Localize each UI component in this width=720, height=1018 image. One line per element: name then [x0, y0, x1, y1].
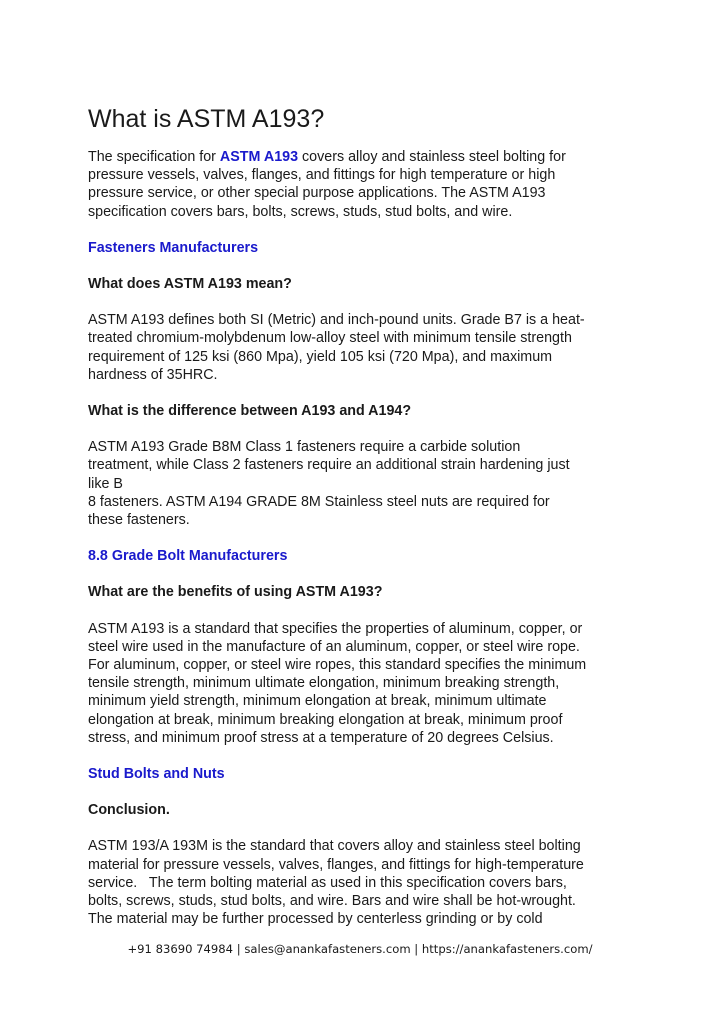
astm-a193-link[interactable]: ASTM A193	[219, 149, 299, 165]
answer-3-line: stress, and minimum proof stress at a temperature of 20 degrees Celsius.	[88, 729, 554, 746]
contact-footer: +91 83690 74984 | sales@anankafasteners.com | https://anankafasteners.com/	[127, 942, 593, 956]
page-title: What is ASTM A193?	[88, 105, 325, 133]
intro-line-3: pressure service, or other special purpose applications. The ASTM A193	[88, 185, 546, 202]
answer-3-line: For aluminum, copper, or steel wire ropes, this standard specifies the minimum	[88, 657, 587, 674]
answer-2-line: these fasteners.	[88, 512, 190, 529]
answer-1-line: requirement of 125 ksi (860 Mpa), yield 105 ksi (720 Mpa), and maximum	[88, 348, 553, 365]
answer-2-line: 8 fasteners. ASTM A194 GRADE 8M Stainless steel nuts are required for	[88, 493, 550, 510]
conclusion-heading: Conclusion.	[88, 802, 170, 819]
conclusion-line: service. The term bolting material as used in this specification covers bars,	[88, 874, 567, 891]
answer-paragraph-1	[88, 311, 648, 384]
fasteners-manufacturers-link[interactable]: Fasteners Manufacturers	[88, 239, 259, 256]
intro-line-1	[88, 148, 648, 166]
intro-line-4: specification covers bars, bolts, screws, studs, stud bolts, and wire.	[88, 203, 513, 220]
conclusion-line: material for pressure vessels, valves, flanges, and fittings for high-temperature	[88, 856, 584, 873]
document-page	[88, 104, 648, 947]
answer-2-line: like B	[88, 475, 123, 492]
intro-line-2: pressure vessels, valves, flanges, and fittings for high temperature or high	[88, 167, 556, 184]
intro-paragraph	[88, 148, 648, 221]
answer-paragraph-3	[88, 620, 648, 747]
answer-3-line: ASTM A193 is a standard that specifies the properties of aluminum, copper, or	[88, 620, 583, 637]
answer-3-line: steel wire used in the manufacture of an aluminum, copper, or steel wire rope.	[88, 638, 580, 655]
intro-text-start: The specification for	[88, 149, 220, 165]
conclusion-line: ASTM 193/A 193M is the standard that covers alloy and stainless steel bolting	[88, 838, 581, 855]
answer-paragraph-2	[88, 438, 648, 529]
stud-bolts-and-nuts-link[interactable]: Stud Bolts and Nuts	[88, 766, 225, 783]
question-heading-1: What does ASTM A193 mean?	[88, 276, 292, 293]
answer-3-line: tensile strength, minimum ultimate elongation, minimum breaking strength,	[88, 675, 560, 692]
answer-1-line: hardness of 35HRC.	[88, 366, 218, 383]
conclusion-line: bolts, screws, studs, stud bolts, and wire. Bars and wire shall be hot-wrought.	[88, 893, 576, 910]
conclusion-line: The material may be further processed by centerless grinding or by cold	[88, 911, 543, 928]
answer-1-line: ASTM A193 defines both SI (Metric) and inch-pound units. Grade B7 is a heat-	[88, 312, 585, 329]
answer-3-line: minimum yield strength, minimum elongation at break, minimum ultimate	[88, 693, 547, 710]
question-heading-2: What is the difference between A193 and A194?	[88, 403, 412, 420]
answer-2-line: ASTM A193 Grade B8M Class 1 fasteners require a carbide solution	[88, 439, 521, 456]
answer-1-line: treated chromium-molybdenum low-alloy steel with minimum tensile strength	[88, 330, 572, 347]
intro-text-rest: covers alloy and stainless steel bolting for	[298, 149, 566, 165]
grade-bolt-manufacturers-link[interactable]: 8.8 Grade Bolt Manufacturers	[88, 548, 288, 565]
question-heading-3: What are the benefits of using ASTM A193?	[88, 584, 383, 601]
answer-3-line: elongation at break, minimum breaking elongation at break, minimum proof	[88, 711, 563, 728]
answer-2-line: treatment, while Class 2 fasteners require an additional strain hardening just	[88, 457, 570, 474]
conclusion-paragraph	[88, 837, 648, 928]
